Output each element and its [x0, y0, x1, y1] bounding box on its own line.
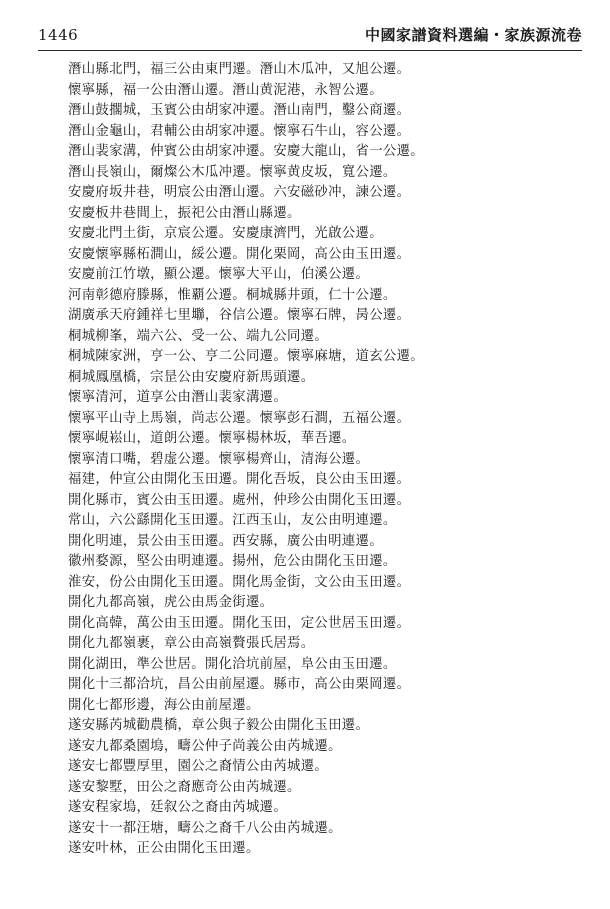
body-text	[68, 60, 588, 860]
text-line: 遂安叶林，正公由開化玉田遷。	[68, 841, 260, 856]
text-line: 安慶前江竹墩，顯公遷。懷寧大平山，伯溪公遷。	[68, 267, 370, 282]
text-line: 懷寧平山寺上馬嶺，尚志公遷。懷寧彭石澗，五福公遷。	[68, 410, 411, 426]
text-line: 潛山裴家溝，仲賓公由胡家冲遷。安慶大龍山，省一公遷。	[68, 144, 424, 159]
text-line: 開化高韓，萬公由玉田遷。開化玉田，定公世居玉田遷。	[68, 615, 411, 631]
text-line: 淮安，份公由開化玉田遷。開化馬金街，文公由玉田遷。	[68, 574, 411, 590]
text-line: 遂安十一都汪塘，疇公之裔千八公由芮城遷。	[68, 820, 342, 836]
page-number: 1446	[38, 26, 79, 44]
text-line: 潛山長嶺山，爾燦公木瓜冲遷。懷寧黄皮坂，寬公遷。	[68, 164, 397, 180]
text-line: 河南彰德府滕縣，惟覇公遷。桐城縣井頭，仁十公遷。	[68, 287, 397, 303]
text-line: 桐城柳峯，端六公、受一公、端九公同遷。	[68, 328, 329, 344]
text-line: 懷寧清河，道享公由潛山裴家溝遷。	[68, 390, 288, 405]
text-line: 桐城陳家洲，亨一公、亨二公同遷。懷寧麻塘，道玄公遷。	[68, 349, 424, 364]
header-rule	[38, 50, 582, 51]
text-line: 湖廣承天府鍾祥七里壣，谷信公遷。懷寧石牌，昺公遷。	[68, 308, 411, 323]
text-line: 潛山鼓擱城，玉賓公由胡家冲遷。潛山南門，鑿公商遷。	[68, 103, 411, 118]
text-line: 開化縣市，賓公由玉田遷。處州，仲珍公由開化玉田遷。	[68, 492, 411, 508]
running-title: 中國家譜資料選編・家族源流卷	[364, 26, 582, 44]
text-line: 懷寧峴崧山，道朗公遷。懷寧楊林坂，華吾遷。	[68, 431, 356, 446]
text-line: 安慶府坂井巷，明宸公由潛山遷。六安磁砂冲，諫公遷。	[68, 185, 411, 200]
text-line: 福建，仲宣公由開化玉田遷。開化吾坂，良公由玉田遷。	[68, 472, 411, 487]
text-line: 遂安九都桑園塢，疇公仲子尚義公由芮城遷。	[68, 738, 342, 754]
text-line: 安慶懷寧縣柘澗山，綏公遷。開化栗岡，高公由玉田遷。	[68, 246, 411, 262]
text-line: 安慶板井巷間上，振祀公由潛山縣遷。	[68, 205, 301, 221]
text-line: 開化七都形邊，海公由前屋遷。	[68, 697, 260, 713]
text-line: 遂安程家塢，廷叙公之裔由芮城遷。	[68, 800, 288, 815]
text-line: 常山，六公繇開化玉田遷。江西玉山，友公由明連遷。	[68, 513, 397, 528]
text-line: 懷寧縣，福一公由潛山遷。潛山黄泥港，永智公遷。	[68, 82, 383, 98]
text-line: 懷寧清口嘴，碧虚公遷。懷寧楊齊山，清海公遷。	[68, 451, 370, 467]
text-line: 遂安縣芮城勸農橋，章公與子毅公由開化玉田遷。	[68, 718, 370, 733]
text-line: 潛山金龜山，君輔公由胡家冲遷。懷寧石牛山，容公遷。	[68, 123, 411, 139]
text-line: 開化明連，景公由玉田遷。西安縣，廣公由明連遷。	[68, 533, 383, 549]
text-line: 安慶北門土街，京宸公遷。安慶康濟門，光啟公遷。	[68, 226, 383, 241]
text-line: 遂安黎墅，田公之裔應奇公由芮城遷。	[68, 779, 301, 795]
text-line: 徽州婺源，堅公由明連遷。揚州，危公由開化玉田遷。	[68, 554, 397, 569]
text-line: 開化十三都洽坑，昌公由前屋遷。縣市，高公由栗岡遷。	[68, 677, 411, 692]
page-header	[38, 24, 582, 48]
text-line: 遂安七都豐厚里，園公之裔情公由芮城遷。	[68, 759, 329, 774]
text-line: 潛山縣北門，福三公由東門遷。潛山木瓜冲，又旭公遷。	[68, 62, 411, 77]
text-line: 桐城鳳凰橋，宗昰公由安慶府新馬頭遷。	[68, 369, 315, 385]
text-line: 開化九都高嶺，虎公由馬金街遷。	[68, 595, 274, 610]
text-line: 開化九都嶺裹，章公由高嶺贅張氏居焉。	[68, 636, 315, 651]
text-line: 開化湖田，準公世居。開化洽坑前屋，阜公由玉田遷。	[68, 656, 397, 672]
